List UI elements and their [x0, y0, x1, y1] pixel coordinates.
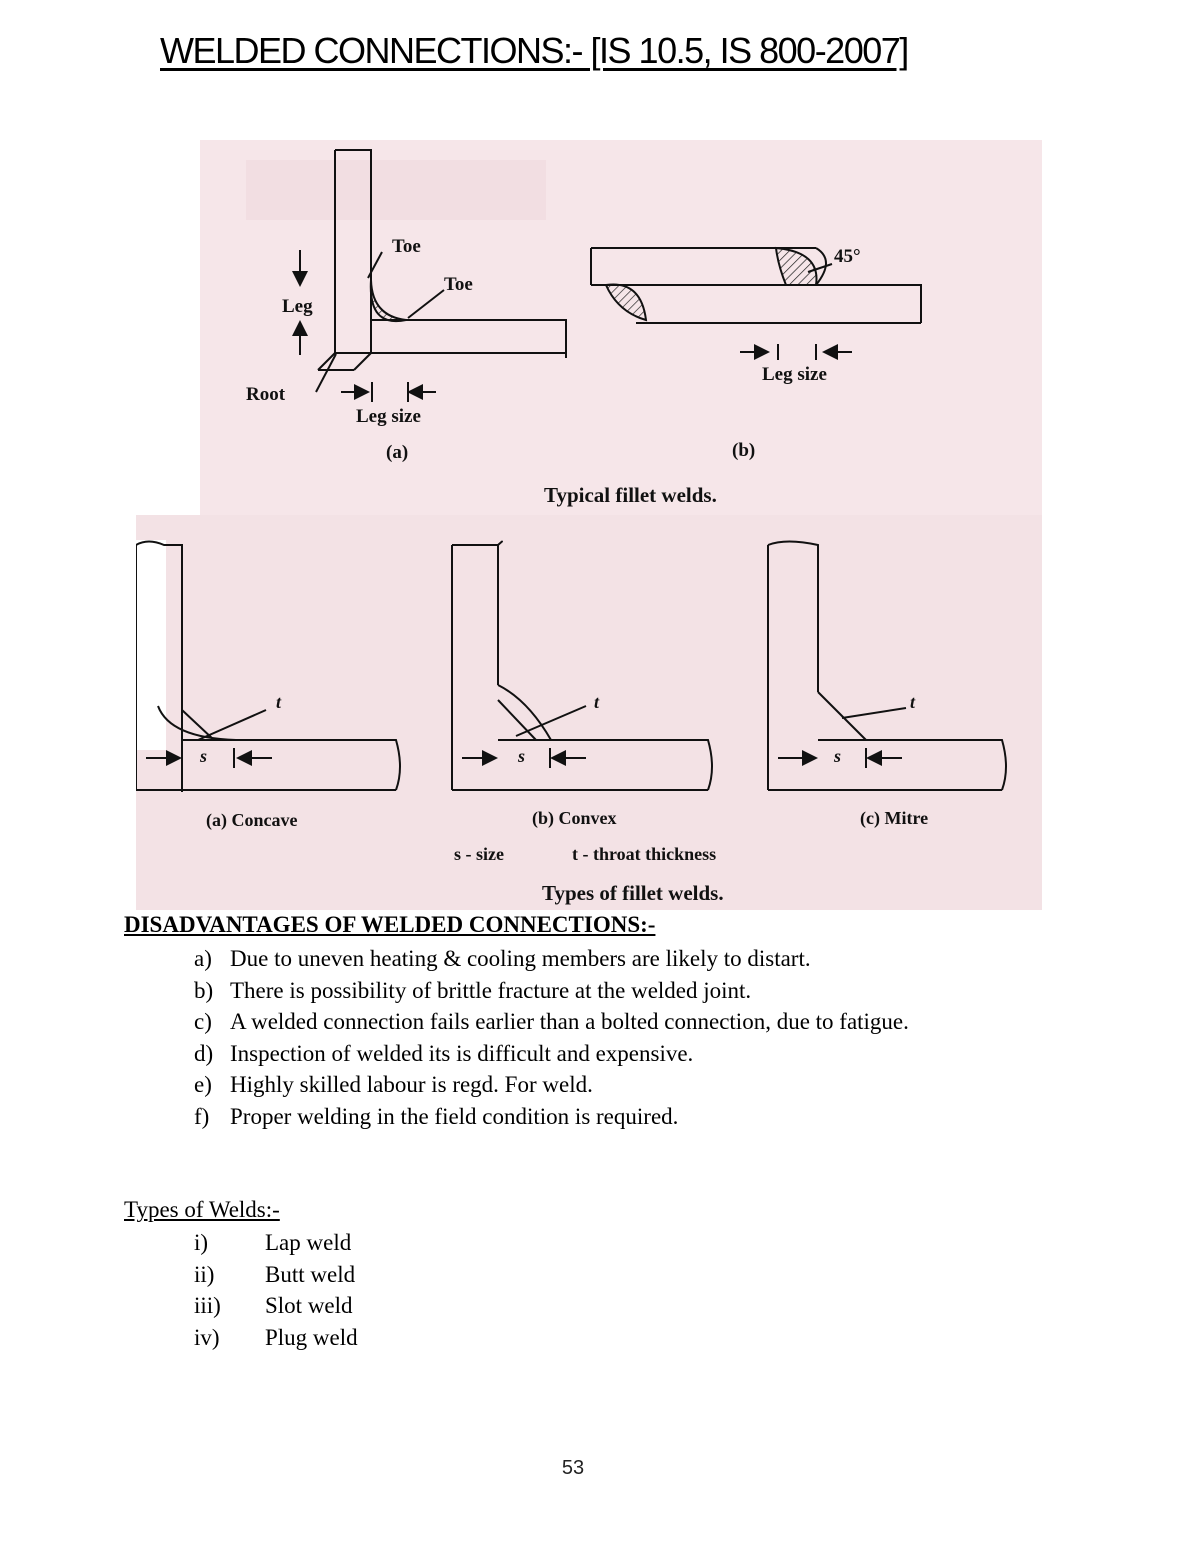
- label-sub-convex: (b) Convex: [532, 808, 617, 828]
- types-of-welds-list: [194, 1227, 358, 1353]
- list-item: [194, 1259, 358, 1291]
- label-sub-b: (b): [732, 440, 756, 461]
- legend-throat: t - throat thickness: [572, 844, 717, 864]
- page-number: 53: [561, 1457, 585, 1479]
- list-item-text: A welded connection fails earlier than a bolted connection, due to fatigue.: [230, 1009, 909, 1034]
- list-item-text: Inspection of welded its is difficult and expensive.: [230, 1040, 694, 1066]
- label-s-concave: s: [200, 746, 208, 766]
- list-marker: iii): [194, 1293, 221, 1318]
- label-t-mitre: t: [910, 692, 916, 712]
- list-item: [194, 943, 994, 975]
- label-leg-size-b: Leg size: [762, 364, 827, 385]
- label-leg-size-a: Leg size: [356, 406, 421, 427]
- label-leg: Leg: [282, 296, 313, 317]
- label-toe-1: Toe: [392, 236, 421, 257]
- list-item-text: Proper welding in the field condition is required.: [230, 1103, 679, 1129]
- list-item: [194, 1290, 358, 1322]
- fillet-weld-figure: [136, 140, 1042, 910]
- list-item: [194, 1038, 994, 1070]
- list-marker: ii): [194, 1261, 215, 1287]
- types-of-welds-heading: Types of Welds:-: [124, 1197, 280, 1222]
- list-item: [194, 1227, 358, 1259]
- label-s-convex: s: [518, 746, 526, 766]
- list-marker: i): [194, 1230, 209, 1255]
- list-marker: f): [194, 1103, 210, 1129]
- list-item: [194, 1006, 994, 1038]
- list-item-text: Slot weld: [265, 1293, 353, 1318]
- label-sub-mitre: (c) Mitre: [860, 808, 929, 828]
- list-item-text: Highly skilled labour is regd. For weld.: [230, 1072, 593, 1097]
- list-item-text: Butt weld: [265, 1261, 356, 1287]
- label-root: Root: [246, 384, 286, 405]
- list-item-text: Lap weld: [265, 1230, 352, 1255]
- list-marker: e): [194, 1072, 212, 1097]
- list-item: [194, 1069, 994, 1101]
- caption-typical-fillet-welds: Typical fillet welds.: [544, 483, 717, 507]
- label-t-convex: t: [594, 692, 600, 712]
- label-angle: 45°: [834, 246, 861, 267]
- list-item: [194, 975, 994, 1007]
- label-t-concave: t: [276, 692, 282, 712]
- disadvantages-heading: DISADVANTAGES OF WELDED CONNECTIONS:-: [124, 912, 656, 937]
- list-marker: a): [194, 946, 212, 971]
- label-toe-2: Toe: [444, 274, 473, 295]
- caption-types-of-fillet-welds: Types of fillet welds.: [542, 881, 724, 905]
- list-item: [194, 1101, 994, 1133]
- list-item: [194, 1322, 358, 1354]
- legend-size: s - size: [454, 844, 504, 864]
- label-sub-concave: (a) Concave: [206, 810, 298, 830]
- list-marker: b): [194, 977, 214, 1003]
- figure-drawing: [136, 140, 1042, 910]
- list-marker: iv): [194, 1324, 220, 1350]
- list-item-text: There is possibility of brittle fracture at the welded joint.: [230, 977, 752, 1003]
- disadvantages-list: [194, 943, 994, 1132]
- list-marker: c): [194, 1009, 212, 1034]
- list-marker: d): [194, 1040, 214, 1066]
- label-s-mitre: s: [834, 746, 842, 766]
- page-title: WELDED CONNECTIONS:- [IS 10.5, IS 800-2007]: [160, 30, 908, 71]
- label-sub-a: (a): [386, 442, 409, 463]
- list-item-text: Plug weld: [265, 1324, 358, 1350]
- list-item-text: Due to uneven heating & cooling members are likely to distart.: [230, 946, 811, 971]
